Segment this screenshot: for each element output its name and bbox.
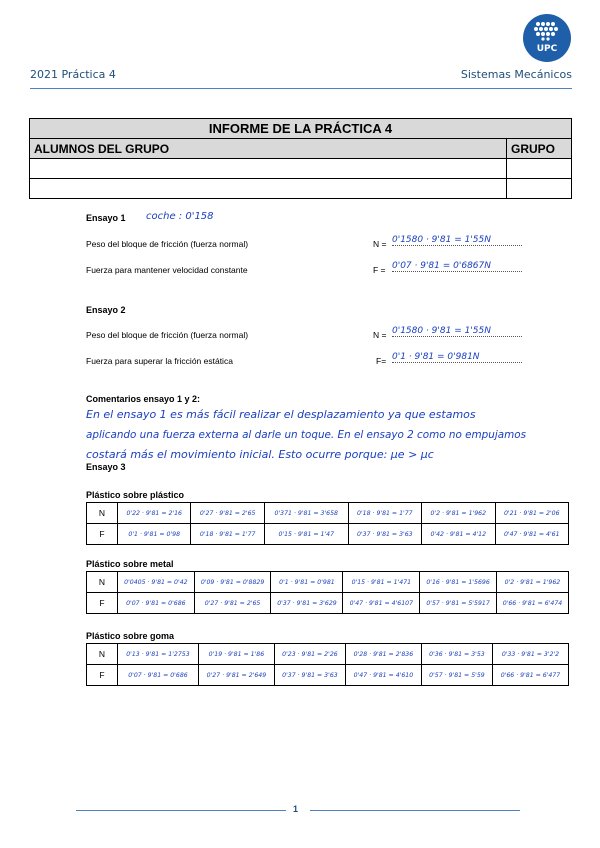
comment-line: costará más el movimiento inicial. Esto ocurre porque: µe > µc bbox=[86, 448, 434, 461]
table-row bbox=[87, 572, 569, 593]
report-header-table bbox=[29, 118, 572, 199]
ensayo1-note: coche : 0'158 bbox=[146, 211, 214, 222]
data-cell: 0'1 · 9'81 = 0'981 bbox=[271, 572, 343, 593]
data-cell: 0'09 · 9'81 = 0'8829 bbox=[194, 572, 271, 593]
data-cell: 0'66 · 9'81 = 6'477 bbox=[492, 665, 568, 686]
group-cell[interactable] bbox=[507, 179, 572, 199]
ensayo2-f-label: Fuerza para superar la fricción estática bbox=[86, 356, 233, 366]
data-cell: 0'2 · 9'81 = 1'962 bbox=[422, 503, 495, 524]
ensayo2-title: Ensayo 2 bbox=[86, 305, 126, 315]
table-title-plastico-metal: Plástico sobre metal bbox=[86, 559, 174, 569]
row-label-f: F bbox=[87, 593, 118, 614]
comments-title: Comentarios ensayo 1 y 2: bbox=[86, 394, 201, 404]
data-cell: 0'13 · 9'81 = 1'2753 bbox=[118, 644, 199, 665]
ensayo2-f-prefix: F= bbox=[376, 356, 387, 366]
data-cell: 0'47 · 9'81 = 4'610 bbox=[345, 665, 421, 686]
logo-text: UPC bbox=[536, 44, 558, 54]
table-plastico-metal bbox=[86, 571, 569, 614]
student-cell[interactable] bbox=[30, 179, 507, 199]
comment-line: En el ensayo 1 es más fácil realizar el desplazamiento ya que estamos bbox=[86, 408, 476, 421]
data-cell: 0'16 · 9'81 = 1'5696 bbox=[420, 572, 497, 593]
table-row bbox=[87, 503, 569, 524]
data-cell: 0'33 · 9'81 = 3'2'2 bbox=[492, 644, 568, 665]
data-cell: 0'27 · 9'81 = 2'65 bbox=[194, 593, 271, 614]
data-cell: 0'37 · 9'81 = 3'63 bbox=[348, 524, 421, 545]
row-label-n: N bbox=[87, 644, 118, 665]
footer-divider-left bbox=[76, 810, 286, 811]
comment-line: aplicando una fuerza externa al darle un toque. En el ensayo 2 como no empujamos bbox=[86, 429, 526, 441]
data-cell: 0'19 · 9'81 = 1'86 bbox=[198, 644, 274, 665]
footer-divider-right bbox=[310, 810, 520, 811]
upc-logo bbox=[523, 14, 571, 62]
data-cell: 0'42 · 9'81 = 4'12 bbox=[422, 524, 495, 545]
data-cell: 0'37 · 9'81 = 3'629 bbox=[271, 593, 343, 614]
table-row bbox=[87, 644, 569, 665]
table-title-plastico-goma: Plástico sobre goma bbox=[86, 631, 175, 641]
data-cell: 0'21 · 9'81 = 2'06 bbox=[495, 503, 569, 524]
ensayo1-n-label: Peso del bloque de fricción (fuerza normal) bbox=[86, 239, 249, 249]
group-header: GRUPO bbox=[507, 139, 572, 159]
table-plastico-plastico bbox=[86, 502, 569, 545]
data-cell: 0'23 · 9'81 = 2'26 bbox=[274, 644, 345, 665]
ensayo3-title: Ensayo 3 bbox=[86, 462, 126, 472]
data-cell: 0'27 · 9'81 = 2'649 bbox=[198, 665, 274, 686]
ensayo1-f-prefix: F = bbox=[373, 265, 386, 275]
ensayo1-n-prefix: N = bbox=[373, 239, 387, 249]
data-cell: 0'27 · 9'81 = 2'65 bbox=[191, 503, 264, 524]
page-number: 1 bbox=[293, 804, 299, 814]
ensayo1-f-label: Fuerza para mantener velocidad constante bbox=[86, 265, 248, 275]
ensayo2-n-label: Peso del bloque de fricción (fuerza normal) bbox=[86, 330, 249, 340]
data-cell: 0'28 · 9'81 = 2'836 bbox=[345, 644, 421, 665]
data-cell: 0'37 · 9'81 = 3'63 bbox=[274, 665, 345, 686]
data-cell: 0'07 · 9'81 = 0'686 bbox=[118, 593, 195, 614]
data-cell: 0'47 · 9'81 = 4'6107 bbox=[343, 593, 420, 614]
data-cell: 0'22 · 9'81 = 2'16 bbox=[118, 503, 191, 524]
data-cell: 0'18 · 9'81 = 1'77 bbox=[191, 524, 264, 545]
row-label-n: N bbox=[87, 572, 118, 593]
ensayo1-title: Ensayo 1 bbox=[86, 213, 126, 223]
data-cell: 0'36 · 9'81 = 3'53 bbox=[421, 644, 492, 665]
row-label-n: N bbox=[87, 503, 118, 524]
data-cell: 0'0405 · 9'81 = 0'42 bbox=[118, 572, 195, 593]
ensayo1-f-value: 0'07 · 9'81 = 0'6867N bbox=[392, 261, 522, 272]
data-cell: 0'15 · 9'81 = 1'47 bbox=[264, 524, 348, 545]
ensayo1-n-value: 0'1580 · 9'81 = 1'55N bbox=[392, 235, 522, 246]
group-cell[interactable] bbox=[507, 159, 572, 179]
data-cell: 0'57 · 9'81 = 5'5917 bbox=[420, 593, 497, 614]
ensayo2-n-value: 0'1580 · 9'81 = 1'55N bbox=[392, 326, 522, 337]
data-cell: 0'15 · 9'81 = 1'471 bbox=[343, 572, 420, 593]
logo-dots-icon bbox=[532, 21, 562, 41]
data-cell: 0'2 · 9'81 = 1'962 bbox=[496, 572, 568, 593]
table-row bbox=[87, 665, 569, 686]
table-plastico-goma bbox=[86, 643, 569, 686]
data-cell: 0'66 · 9'81 = 6'474 bbox=[496, 593, 568, 614]
ensayo2-f-value: 0'1 · 9'81 = 0'981N bbox=[392, 352, 522, 363]
data-cell: 0'1 · 9'81 = 0'98 bbox=[118, 524, 191, 545]
header-subject: Sistemas Mecánicos bbox=[460, 68, 572, 81]
table-title-plastico-plastico: Plástico sobre plástico bbox=[86, 490, 185, 500]
data-cell: 0'18 · 9'81 = 1'77 bbox=[348, 503, 421, 524]
table-row bbox=[87, 593, 569, 614]
data-cell: 0'07 · 9'81 = 0'686 bbox=[118, 665, 199, 686]
row-label-f: F bbox=[87, 524, 118, 545]
comments-text bbox=[86, 405, 576, 465]
table-row bbox=[87, 524, 569, 545]
students-header: ALUMNOS DEL GRUPO bbox=[30, 139, 507, 159]
header-course: 2021 Práctica 4 bbox=[30, 68, 116, 81]
data-cell: 0'57 · 9'81 = 5'59 bbox=[421, 665, 492, 686]
row-label-f: F bbox=[87, 665, 118, 686]
header-divider bbox=[30, 88, 572, 89]
data-cell: 0'47 · 9'81 = 4'61 bbox=[495, 524, 569, 545]
report-title: INFORME DE LA PRÁCTICA 4 bbox=[30, 119, 572, 139]
student-cell[interactable] bbox=[30, 159, 507, 179]
data-cell: 0'371 · 9'81 = 3'658 bbox=[264, 503, 348, 524]
ensayo2-n-prefix: N = bbox=[373, 330, 387, 340]
